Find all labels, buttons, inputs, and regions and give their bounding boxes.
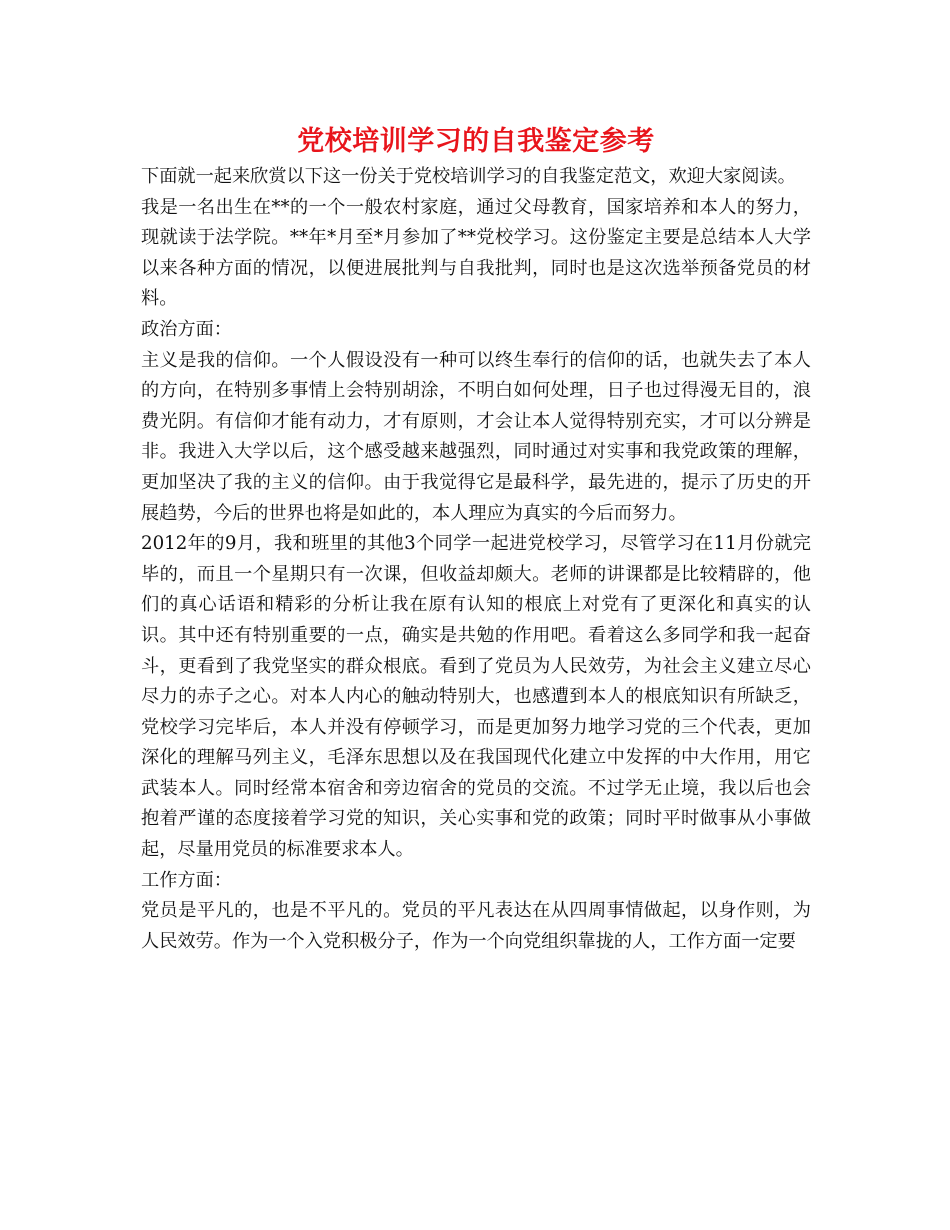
document-body [141,162,811,957]
heading-political: 政治方面： [141,318,232,340]
paragraph-intro: 下面就一起来欣赏以下这一份关于党校培训学习的自我鉴定范文，欢迎大家阅读。 [141,166,796,187]
heading-work: 工作方面： [141,869,232,891]
document-page [141,122,811,957]
paragraph-background: 我是一名出生在**的一个一般农村家庭，通过父母教育，国家培养和本人的努力，现就读于法学院。**年*月至*月参加了**党校学习。这份鉴定主要是总结本人大学以来各种方面的情况，以便进展批判与自我批判，同时也是这次选举预备党员的材料。 [141,196,811,310]
document-title: 党校培训学习的自我鉴定参考 [297,126,655,157]
paragraph-belief: 主义是我的信仰。一个人假设没有一种可以终生奉行的信仰的话，也就失去了本人的方向，在特别多事情上会特别胡涂，不明白如何处理，日子也过得漫无目的，浪费光阴。有信仰才能有动力，才有原则，才会让本人觉得特别充实，才可以分辨是非。我进入大学以后，这个感受越来越强烈，同时通过对实事和我党政策的理解，更加坚决了我的主义的信仰。由于我觉得它是最科学，最先进的，提示了历史的开展趋势，今后的世界也将是如此的，本人理应为真实的今后而努力。 [141,349,811,524]
paragraph-work: 党员是平凡的，也是不平凡的。党员的平凡表达在从四周事情做起，以身作则，为人民效劳。作为一个入党积极分子，作为一个向党组织靠拢的人，工作方面一定要 [141,900,811,952]
paragraph-party-school: 2012年的9月，我和班里的其他3个同学一起进党校学习，尽管学习在11月份就完毕的，而且一个星期只有一次课，但收益却颇大。老师的讲课都是比较精辟的，他们的真心话语和精彩的分析让我在原有认知的根底上对党有了更深化和真实的认识。其中还有特别重要的一点，确实是共勉的作用吧。看着这么多同学和我一起奋斗，更看到了我党坚实的群众根底。看到了党员为人民效劳，为社会主义建立尽心尽力的赤子之心。对本人内心的触动特别大，也感遭到本人的根底知识有所缺乏，党校学习完毕后，本人并没有停顿学习，而是更加努力地学习党的三个代表，更加深化的理解马列主义，毛泽东思想以及在我国现代化建立中发挥的中大作用，用它武装本人。同时经常本宿舍和旁边宿舍的党员的交流。不过学无止境，我以后也会抱着严谨的态度接着学习党的知识，关心实事和党的政策；同时平时做事从小事做起，尽量用党员的标准要求本人。 [141,533,811,861]
